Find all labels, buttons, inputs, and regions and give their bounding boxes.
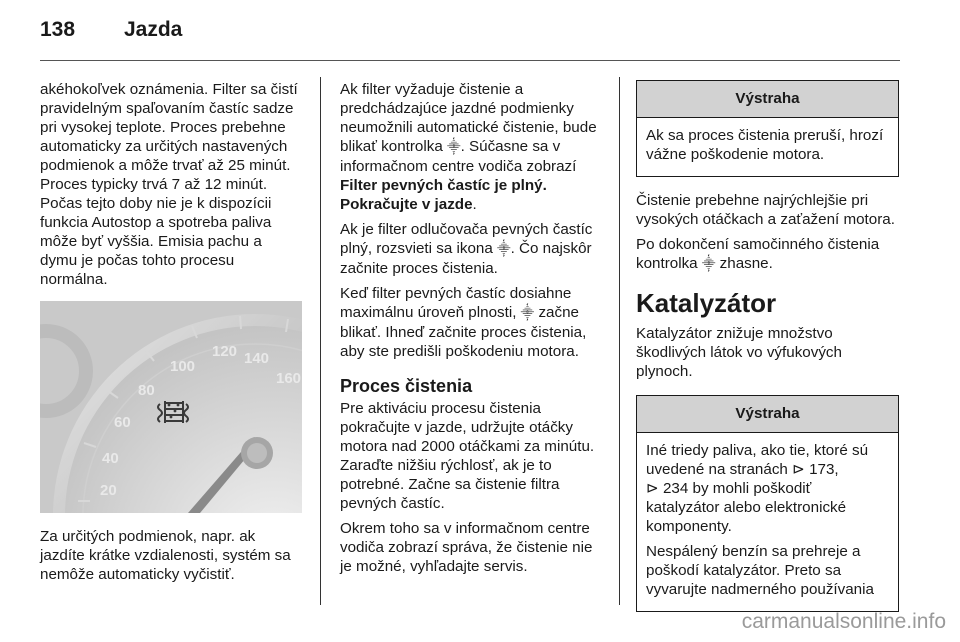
warning-text: Ak sa proces čistenia preruší, hrozí vážne poškodenie motora. bbox=[646, 127, 884, 163]
filter-cleaning-paragraph bbox=[340, 80, 605, 214]
column-divider-1 bbox=[320, 77, 321, 605]
column-divider-2 bbox=[619, 77, 620, 605]
column-3 bbox=[636, 80, 899, 626]
page-header bbox=[40, 18, 900, 48]
warning-title: Výstraha bbox=[637, 81, 898, 118]
driver-message: Filter pevných častíc je plný. Pokračujte v jazde bbox=[340, 177, 547, 213]
page-ref-link[interactable]: 234 bbox=[662, 480, 689, 497]
instrument-cluster-figure bbox=[40, 301, 302, 513]
text-run: začne blikať. Ihneď začnite proces čistenia, aby ste predišli poškodeniu motora. bbox=[340, 304, 587, 360]
text-run: by mohli poškodiť katalyzátor alebo elektronické komponenty. bbox=[646, 480, 847, 535]
page-ref-arrow-icon: ⊳ bbox=[792, 461, 805, 478]
dpf-indicator-icon: ⸎ bbox=[447, 140, 461, 155]
dpf-indicator-icon: ⸎ bbox=[701, 257, 716, 272]
intro-paragraph: akéhokoľvek oznámenia. Filter sa čistí pravidelným spaľovaním častíc sadze pri vysokej teplote. Proces prebehne automaticky za určitých nastavených podmienok a môže trvať až 25 minút. Proces typicky trvá 7 až 12 minút. Počas tejto doby nie je k dispozícii funkcia Autostop a spotreba paliva môže byť vyššia. Emisia pachu a dymu je počas tohto procesu normálna. bbox=[40, 81, 298, 288]
speedometer-illustration bbox=[40, 301, 302, 513]
conditions-paragraph: Za určitých podmienok, napr. ak jazdíte krátke vzdialenosti, systém sa nemôže automaticky vyčistiť. bbox=[40, 528, 291, 583]
filter-max-paragraph bbox=[340, 284, 605, 361]
text-run: Iné triedy paliva, ako tie, ktoré sú uvedené na stranách bbox=[646, 442, 869, 478]
section-title: Jazda bbox=[124, 18, 183, 41]
gauge-tick-40: 40 bbox=[102, 450, 119, 467]
filter-full-paragraph bbox=[340, 220, 605, 278]
fuel-warning-text: Iné triedy paliva, ako tie, ktoré sú uvedené na stranách ⊳ 173, ⊳ 234 by mohli poškodiť katalyzátor alebo elektronické komponenty. bbox=[646, 442, 869, 535]
text-run: . bbox=[472, 196, 477, 213]
gauge-tick-60: 60 bbox=[114, 414, 131, 431]
cleaning-done-paragraph bbox=[636, 235, 899, 274]
warning-box-1 bbox=[636, 80, 899, 177]
watermark: carmanualsonline.info bbox=[741, 610, 946, 633]
gauge-tick-80: 80 bbox=[138, 382, 155, 399]
text-run: Po dokončení samočinného čistenia kontrolka bbox=[636, 236, 880, 272]
text-run: Ak filter vyžaduje čistenie a predchádzajúce jazdné podmienky neumožnili automatické čistenie, bude blikať kontrolka bbox=[340, 81, 597, 155]
page-ref-arrow-icon: ⊳ bbox=[646, 480, 659, 497]
gauge-tick-100: 100 bbox=[170, 358, 196, 375]
gauge-tick-140: 140 bbox=[244, 350, 270, 367]
text-run: zhasne. bbox=[719, 255, 773, 272]
dpf-indicator-icon: ⸎ bbox=[520, 306, 535, 321]
catalyst-paragraph: Katalyzátor znižuje množstvo škodlivých látok vo výfukových plynoch. bbox=[636, 325, 842, 380]
gauge-tick-20: 20 bbox=[100, 482, 117, 499]
catalyst-heading: Katalyzátor bbox=[636, 288, 777, 318]
gauge-tick-160: 160 bbox=[276, 370, 302, 387]
page-number: 138 bbox=[40, 18, 76, 41]
warning-title: Výstraha bbox=[637, 396, 898, 433]
column-1 bbox=[40, 80, 302, 590]
dpf-indicator-icon: ⸎ bbox=[497, 242, 511, 257]
cleaning-process-heading: Proces čistenia bbox=[340, 376, 473, 396]
fast-cleaning-paragraph: Čistenie prebehne najrýchlejšie pri vysokých otáčkach a zaťažení motora. bbox=[636, 192, 895, 228]
text-run: . Súčasne sa v informačnom centre vodiča zobrazí bbox=[340, 138, 577, 175]
service-paragraph: Okrem toho sa v informačnom centre vodiča zobrazí správa, že čistenie nie je možné, vyhľadajte servis. bbox=[340, 520, 593, 575]
header-rule bbox=[40, 60, 900, 61]
page-ref-link[interactable]: 173 bbox=[809, 461, 835, 478]
text-run: Ak je filter odlučovača pevných častíc plný, rozsvieti sa ikona bbox=[340, 221, 593, 257]
text-run: Keď filter pevných častíc dosiahne maximálnu úroveň plnosti, bbox=[340, 285, 572, 321]
text-run: . Čo najskôr začnite proces čistenia. bbox=[340, 240, 592, 277]
gauge-tick-120: 120 bbox=[212, 343, 238, 360]
activation-paragraph: Pre aktiváciu procesu čistenia pokračujte v jazde, udržujte otáčky motora nad 2000 otáčkami za minútu. Zaraďte nižšiu rýchlosť, ak je to potrebné. Začne sa čistenie filtra pevných častíc. bbox=[340, 400, 595, 512]
unburned-fuel-text: Nespálený benzín sa prehreje a poškodí katalyzátor. Preto sa vyvarujte nadmerného používania bbox=[646, 543, 874, 598]
warning-box-2 bbox=[636, 395, 899, 612]
column-2 bbox=[340, 80, 605, 582]
